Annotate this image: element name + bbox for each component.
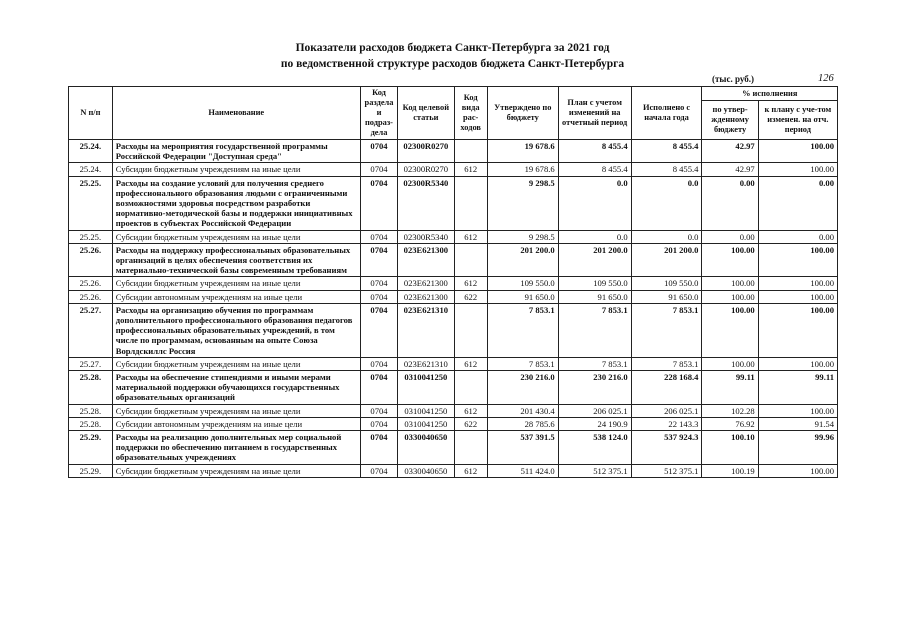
cell-plan: 91 650.0 [558, 290, 631, 303]
cell-name: Субсидии бюджетным учреждениям на иные цели [112, 464, 360, 477]
cell-plan: 8 455.4 [558, 140, 631, 163]
cell-done: 109 550.0 [631, 277, 702, 290]
cell-no: 25.26. [69, 243, 113, 277]
cell-plan: 538 124.0 [558, 431, 631, 465]
cell-no: 25.26. [69, 290, 113, 303]
cell-done: 91 650.0 [631, 290, 702, 303]
table-row [69, 230, 838, 243]
cell-razdel: 0704 [360, 277, 398, 290]
header-pct-approved: по утвер-жденному бюджету [702, 101, 758, 140]
table-row [69, 176, 838, 230]
cell-approved: 19 678.6 [487, 163, 558, 176]
cell-statya: 0310041250 [398, 404, 454, 417]
table-row [69, 140, 838, 163]
cell-plan: 206 025.1 [558, 404, 631, 417]
cell-razdel: 0704 [360, 303, 398, 357]
cell-statya: 0330040650 [398, 464, 454, 477]
cell-done: 512 375.1 [631, 464, 702, 477]
cell-pct-approved: 42.97 [702, 140, 758, 163]
cell-vid: 622 [454, 290, 487, 303]
cell-pct-approved: 100.00 [702, 303, 758, 357]
cell-statya: 023E621300 [398, 290, 454, 303]
cell-razdel: 0704 [360, 404, 398, 417]
cell-plan: 0.0 [558, 176, 631, 230]
cell-name: Субсидии бюджетным учреждениям на иные цели [112, 163, 360, 176]
cell-pct-approved: 100.10 [702, 431, 758, 465]
cell-statya: 0330040650 [398, 431, 454, 465]
cell-pct-plan: 100.00 [758, 243, 837, 277]
header-no: N п/п [69, 87, 113, 140]
cell-plan: 230 216.0 [558, 371, 631, 405]
cell-no: 25.24. [69, 140, 113, 163]
cell-pct-plan: 100.00 [758, 303, 837, 357]
table-row [69, 163, 838, 176]
cell-pct-plan: 100.00 [758, 357, 837, 370]
table-row [69, 431, 838, 465]
cell-approved: 109 550.0 [487, 277, 558, 290]
cell-razdel: 0704 [360, 140, 398, 163]
cell-pct-approved: 100.00 [702, 243, 758, 277]
cell-vid: 612 [454, 357, 487, 370]
table-row [69, 357, 838, 370]
cell-statya: 02300R0270 [398, 163, 454, 176]
cell-vid: 612 [454, 277, 487, 290]
cell-pct-plan: 0.00 [758, 176, 837, 230]
cell-approved: 7 853.1 [487, 303, 558, 357]
cell-name: Расходы на реализацию дополнительных мер социальной поддержки по обеспечению питанием в государственных образовательных учреждениях [112, 431, 360, 465]
cell-razdel: 0704 [360, 230, 398, 243]
header-done: Исполнено с начала года [631, 87, 702, 140]
cell-statya: 02300R0270 [398, 140, 454, 163]
cell-no: 25.28. [69, 371, 113, 405]
cell-done: 537 924.3 [631, 431, 702, 465]
cell-vid [454, 176, 487, 230]
cell-no: 25.29. [69, 464, 113, 477]
cell-pct-approved: 76.92 [702, 417, 758, 430]
table-body [69, 140, 838, 478]
cell-statya: 02300R5340 [398, 176, 454, 230]
cell-vid: 622 [454, 417, 487, 430]
cell-no: 25.25. [69, 176, 113, 230]
cell-no: 25.24. [69, 163, 113, 176]
cell-approved: 537 391.5 [487, 431, 558, 465]
table-row [69, 404, 838, 417]
cell-statya: 023E621300 [398, 243, 454, 277]
cell-approved: 511 424.0 [487, 464, 558, 477]
cell-vid [454, 303, 487, 357]
cell-done: 201 200.0 [631, 243, 702, 277]
header-name: Наименование [112, 87, 360, 140]
cell-razdel: 0704 [360, 243, 398, 277]
cell-vid [454, 243, 487, 277]
table-row [69, 303, 838, 357]
cell-statya: 02300R5340 [398, 230, 454, 243]
table-row [69, 243, 838, 277]
cell-approved: 230 216.0 [487, 371, 558, 405]
cell-done: 8 455.4 [631, 140, 702, 163]
cell-approved: 201 430.4 [487, 404, 558, 417]
cell-pct-approved: 100.00 [702, 357, 758, 370]
cell-approved: 91 650.0 [487, 290, 558, 303]
cell-done: 206 025.1 [631, 404, 702, 417]
cell-pct-plan: 99.11 [758, 371, 837, 405]
cell-pct-plan: 100.00 [758, 140, 837, 163]
table-row [69, 371, 838, 405]
cell-razdel: 0704 [360, 464, 398, 477]
cell-razdel: 0704 [360, 290, 398, 303]
cell-statya: 0310041250 [398, 371, 454, 405]
cell-plan: 201 200.0 [558, 243, 631, 277]
cell-plan: 7 853.1 [558, 357, 631, 370]
header-statya: Код целевой статьи [398, 87, 454, 140]
header-pct-plan: к плану с уче-том изменен. на отч. период [758, 101, 837, 140]
report-title-line2: по ведомственной структуре расходов бюджета Санкт-Петербурга [280, 58, 625, 70]
table-row [69, 277, 838, 290]
cell-statya: 0310041250 [398, 417, 454, 430]
cell-done: 0.0 [631, 176, 702, 230]
table-row [69, 290, 838, 303]
cell-pct-plan: 0.00 [758, 230, 837, 243]
cell-plan: 512 375.1 [558, 464, 631, 477]
cell-no: 25.28. [69, 417, 113, 430]
cell-vid: 612 [454, 163, 487, 176]
cell-vid: 612 [454, 404, 487, 417]
cell-name: Расходы на поддержку профессиональных образовательных организаций в целях обеспечения соответствия их материально-технической базы современным требованиям [112, 243, 360, 277]
cell-statya: 023E621310 [398, 303, 454, 357]
cell-plan: 0.0 [558, 230, 631, 243]
cell-name: Расходы на организацию обучения по программам дополнительного профессионального образования педагогов профессиональных образовательных учреждений, в том числе по программам, основанным на опыте Союза Ворлдскиллс Россия [112, 303, 360, 357]
cell-pct-approved: 0.00 [702, 176, 758, 230]
cell-approved: 9 298.5 [487, 230, 558, 243]
cell-plan: 8 455.4 [558, 163, 631, 176]
cell-no: 25.27. [69, 357, 113, 370]
cell-name: Расходы на мероприятия государственной программы Российской Федерации "Доступная среда" [112, 140, 360, 163]
table-row [69, 464, 838, 477]
cell-pct-plan: 100.00 [758, 163, 837, 176]
cell-no: 25.27. [69, 303, 113, 357]
cell-statya: 023E621310 [398, 357, 454, 370]
cell-plan: 7 853.1 [558, 303, 631, 357]
cell-vid [454, 140, 487, 163]
cell-pct-approved: 99.11 [702, 371, 758, 405]
header-approved: Утверждено по бюджету [487, 87, 558, 140]
header-pct: % исполнения [702, 87, 838, 101]
cell-pct-plan: 91.54 [758, 417, 837, 430]
cell-no: 25.25. [69, 230, 113, 243]
header-razdel: Код раздела и подраз-дела [360, 87, 398, 140]
cell-done: 228 168.4 [631, 371, 702, 405]
cell-no: 25.26. [69, 277, 113, 290]
cell-approved: 9 298.5 [487, 176, 558, 230]
cell-name: Субсидии бюджетным учреждениям на иные цели [112, 230, 360, 243]
header-vid: Код вида рас-ходов [454, 87, 487, 140]
cell-pct-plan: 100.00 [758, 464, 837, 477]
cell-plan: 109 550.0 [558, 277, 631, 290]
table-row [69, 417, 838, 430]
cell-name: Расходы на создание условий для получения среднего профессионального образования людьми с ограниченными возможностями здоровья посредством разработки нормативно-методической базы и поддержки инициативных проектов в субъектах Российской Федерации [112, 176, 360, 230]
cell-done: 0.0 [631, 230, 702, 243]
cell-pct-plan: 100.00 [758, 404, 837, 417]
cell-pct-approved: 100.00 [702, 277, 758, 290]
cell-approved: 7 853.1 [487, 357, 558, 370]
cell-pct-plan: 100.00 [758, 290, 837, 303]
cell-name: Субсидии автономным учреждениям на иные цели [112, 290, 360, 303]
cell-no: 25.29. [69, 431, 113, 465]
cell-vid [454, 371, 487, 405]
cell-pct-approved: 0.00 [702, 230, 758, 243]
cell-razdel: 0704 [360, 176, 398, 230]
cell-no: 25.28. [69, 404, 113, 417]
cell-name: Субсидии автономным учреждениям на иные цели [112, 417, 360, 430]
expenditure-table [68, 86, 838, 478]
cell-pct-approved: 102.28 [702, 404, 758, 417]
cell-done: 7 853.1 [631, 357, 702, 370]
cell-pct-plan: 99.96 [758, 431, 837, 465]
cell-approved: 201 200.0 [487, 243, 558, 277]
header-plan: План с учетом изменений на отчетный период [558, 87, 631, 140]
cell-name: Субсидии бюджетным учреждениям на иные цели [112, 404, 360, 417]
cell-razdel: 0704 [360, 417, 398, 430]
cell-pct-plan: 100.00 [758, 277, 837, 290]
cell-vid: 612 [454, 230, 487, 243]
cell-approved: 19 678.6 [487, 140, 558, 163]
cell-statya: 023E621300 [398, 277, 454, 290]
cell-razdel: 0704 [360, 431, 398, 465]
cell-pct-approved: 100.00 [702, 290, 758, 303]
cell-vid: 612 [454, 464, 487, 477]
cell-name: Расходы на обеспечение стипендиями и иными мерами материальной поддержки обучающихся государственных образовательных организаций [112, 371, 360, 405]
cell-name: Субсидии бюджетным учреждениям на иные цели [112, 277, 360, 290]
cell-vid [454, 431, 487, 465]
page-number: 126 [818, 73, 834, 84]
cell-done: 22 143.3 [631, 417, 702, 430]
cell-done: 8 455.4 [631, 163, 702, 176]
cell-name: Субсидии бюджетным учреждениям на иные цели [112, 357, 360, 370]
cell-razdel: 0704 [360, 371, 398, 405]
units-label: (тыс. руб.) [712, 74, 754, 84]
cell-razdel: 0704 [360, 357, 398, 370]
cell-pct-approved: 42.97 [702, 163, 758, 176]
cell-plan: 24 190.9 [558, 417, 631, 430]
cell-razdel: 0704 [360, 163, 398, 176]
report-title-line1: Показатели расходов бюджета Санкт-Петербурга за 2021 год [295, 42, 610, 54]
cell-approved: 28 785.6 [487, 417, 558, 430]
cell-done: 7 853.1 [631, 303, 702, 357]
cell-pct-approved: 100.19 [702, 464, 758, 477]
